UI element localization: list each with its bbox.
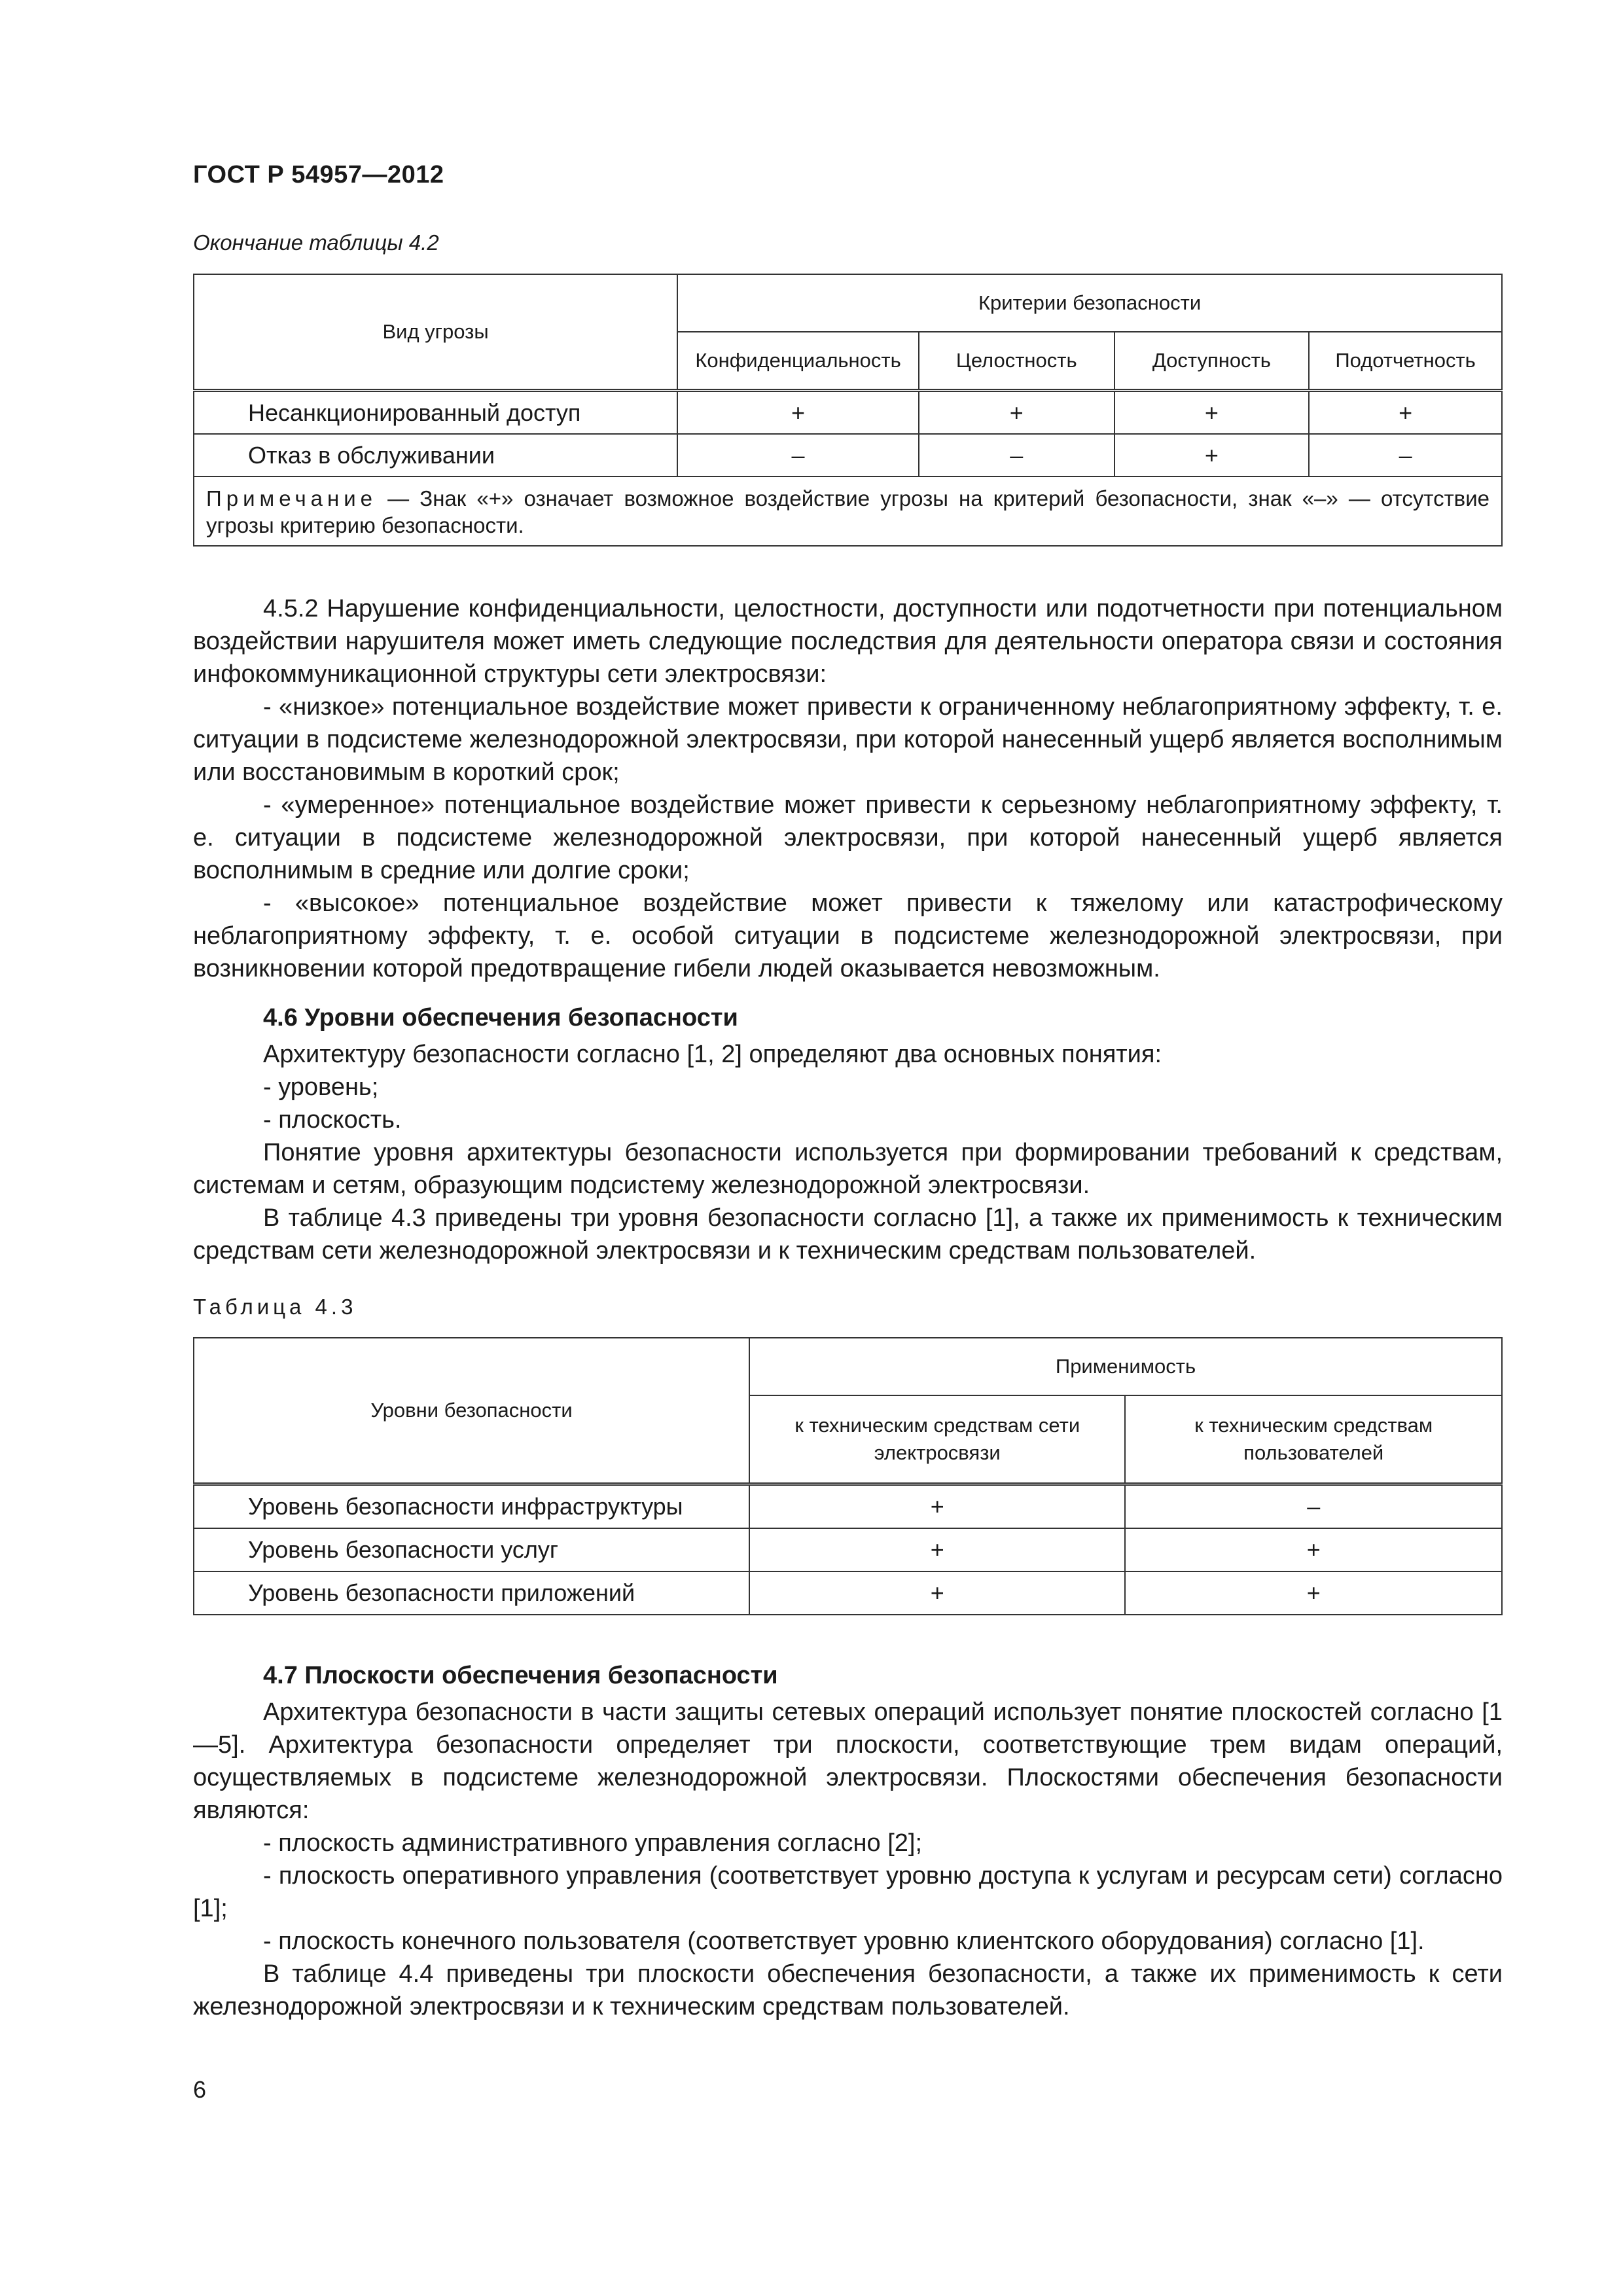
row-label: Несанкционированный доступ	[194, 391, 677, 435]
cell-mark: +	[919, 391, 1115, 435]
cell-mark: +	[1309, 391, 1502, 435]
cell-mark: +	[749, 1528, 1125, 1571]
list-item: - плоскость административного управления согласно [2];	[263, 1829, 923, 1857]
paragraph: Архитектуру безопасности согласно [1, 2] определяют два основных понятия:	[263, 1041, 1162, 1068]
cell-mark: –	[677, 434, 919, 476]
column-header: Целостность	[919, 332, 1115, 391]
section-heading: 4.7 Плоскости обеспечения безопасности	[263, 1662, 778, 1689]
list-item: - «умеренное» потенциальное воздействие может привести к серьезному неблагоприятному эффекту, т. е. ситуации в подсистеме железнодорожной электросвязи, при которой нанесенный ущерб является восполнимым в средние или долгие сроки;	[193, 791, 1503, 884]
section-4-7	[193, 1659, 1503, 2023]
column-header: Доступность	[1115, 332, 1310, 391]
cell-mark: +	[749, 1571, 1125, 1615]
cell-mark: +	[1115, 391, 1310, 435]
table-4-2	[193, 274, 1503, 547]
paragraph: Архитектура безопасности в части защиты сетевых операций использует понятие плоскостей согласно [1—5]. Архитектура безопасности определяет три плоскости, соответствующие трем видам операций, осуществляемых в подсистеме железнодорожной электросвязи. Плоскостями обеспечения безопасности являются:	[193, 1698, 1503, 1824]
cell-mark: +	[749, 1484, 1125, 1529]
column-header: к техническим средствам пользователей	[1125, 1395, 1502, 1484]
table-row	[194, 1484, 1502, 1529]
table-continuation-caption: Окончание таблицы 4.2	[193, 230, 439, 255]
cell-mark: +	[1125, 1528, 1502, 1571]
section-heading: 4.6 Уровни обеспечения безопасности	[263, 1004, 738, 1031]
cell-mark: +	[1115, 434, 1310, 476]
table-row	[194, 1528, 1502, 1571]
section-4-5-2	[193, 592, 1503, 985]
list-item: - плоскость.	[263, 1106, 402, 1134]
cell-mark: +	[1125, 1571, 1502, 1615]
paragraph: В таблице 4.4 приведены три плоскости обеспечения безопасности, а также их применимость к сети железнодорожной электросвязи и к техническим средствам пользователей.	[193, 1960, 1503, 2020]
table-row	[194, 434, 1502, 476]
column-group-header-applicability: Применимость	[749, 1338, 1502, 1395]
table-row	[194, 1571, 1502, 1615]
cell-mark: –	[1125, 1484, 1502, 1529]
list-item: - плоскость оперативного управления (соответствует уровню доступа к услугам и ресурсам сети) согласно [1];	[193, 1862, 1503, 1922]
list-item: - «высокое» потенциальное воздействие может привести к тяжелому или катастрофическому неблагоприятному эффекту, т. е. особой ситуации в подсистеме железнодорожной электросвязи, при возникновении которой предотвращение гибели людей оказывается невозможным.	[193, 889, 1503, 982]
list-item: - уровень;	[263, 1073, 379, 1101]
list-item: - «низкое» потенциальное воздействие может привести к ограниченному неблагоприятному эффекту, т. е. ситуации в подсистеме железнодорожной электросвязи, при которой нанесенный ущерб является восполнимым или восстановимым в короткий срок;	[193, 693, 1503, 786]
table-note-row	[194, 476, 1502, 546]
page-number: 6	[193, 2076, 207, 2103]
row-label: Уровень безопасности услуг	[194, 1528, 749, 1571]
paragraph: 4.5.2 Нарушение конфиденциальности, целостности, доступности или подотчетности при потенциальном воздействии нарушителя может иметь следующие последствия для деятельности оператора связи и состояния инфокоммуникационной структуры сети электросвязи:	[193, 595, 1503, 688]
row-label: Уровень безопасности приложений	[194, 1571, 749, 1615]
cell-mark: –	[1309, 434, 1502, 476]
column-header: Подотчетность	[1309, 332, 1502, 391]
row-label: Отказ в обслуживании	[194, 434, 677, 476]
table-label: Таблица 4.3	[193, 1295, 357, 1319]
cell-mark: –	[919, 434, 1115, 476]
section-4-6	[193, 1001, 1503, 1267]
table-note	[194, 476, 1502, 546]
paragraph: Понятие уровня архитектуры безопасности используется при формировании требований к средствам, системам и сетям, образующим подсистему железнодорожной электросвязи.	[193, 1139, 1503, 1199]
note-prefix: Примечание	[206, 486, 378, 511]
document-code: ГОСТ Р 54957—2012	[193, 161, 444, 188]
note-text: — Знак «+» означает возможное воздействие угрозы на критерий безопасности, знак «–» — отсутствие угрозы критерию безопасности.	[206, 486, 1489, 537]
column-header: Конфиденциальность	[677, 332, 919, 391]
table-row	[194, 391, 1502, 435]
row-label: Уровень безопасности инфраструктуры	[194, 1484, 749, 1529]
cell-mark: +	[677, 391, 919, 435]
column-group-header-criteria: Критерии безопасности	[677, 274, 1502, 332]
paragraph: В таблице 4.3 приведены три уровня безопасности согласно [1], а также их применимость к техническим средствам сети железнодорожной электросвязи и к техническим средствам пользователей.	[193, 1204, 1503, 1265]
column-header-threat: Вид угрозы	[194, 274, 677, 391]
list-item: - плоскость конечного пользователя (соответствует уровню клиентского оборудования) согласно [1].	[263, 1928, 1425, 1955]
column-header: к техническим средствам сети электросвязи	[749, 1395, 1125, 1484]
table-4-3	[193, 1337, 1503, 1615]
column-header-levels: Уровни безопасности	[194, 1338, 749, 1484]
